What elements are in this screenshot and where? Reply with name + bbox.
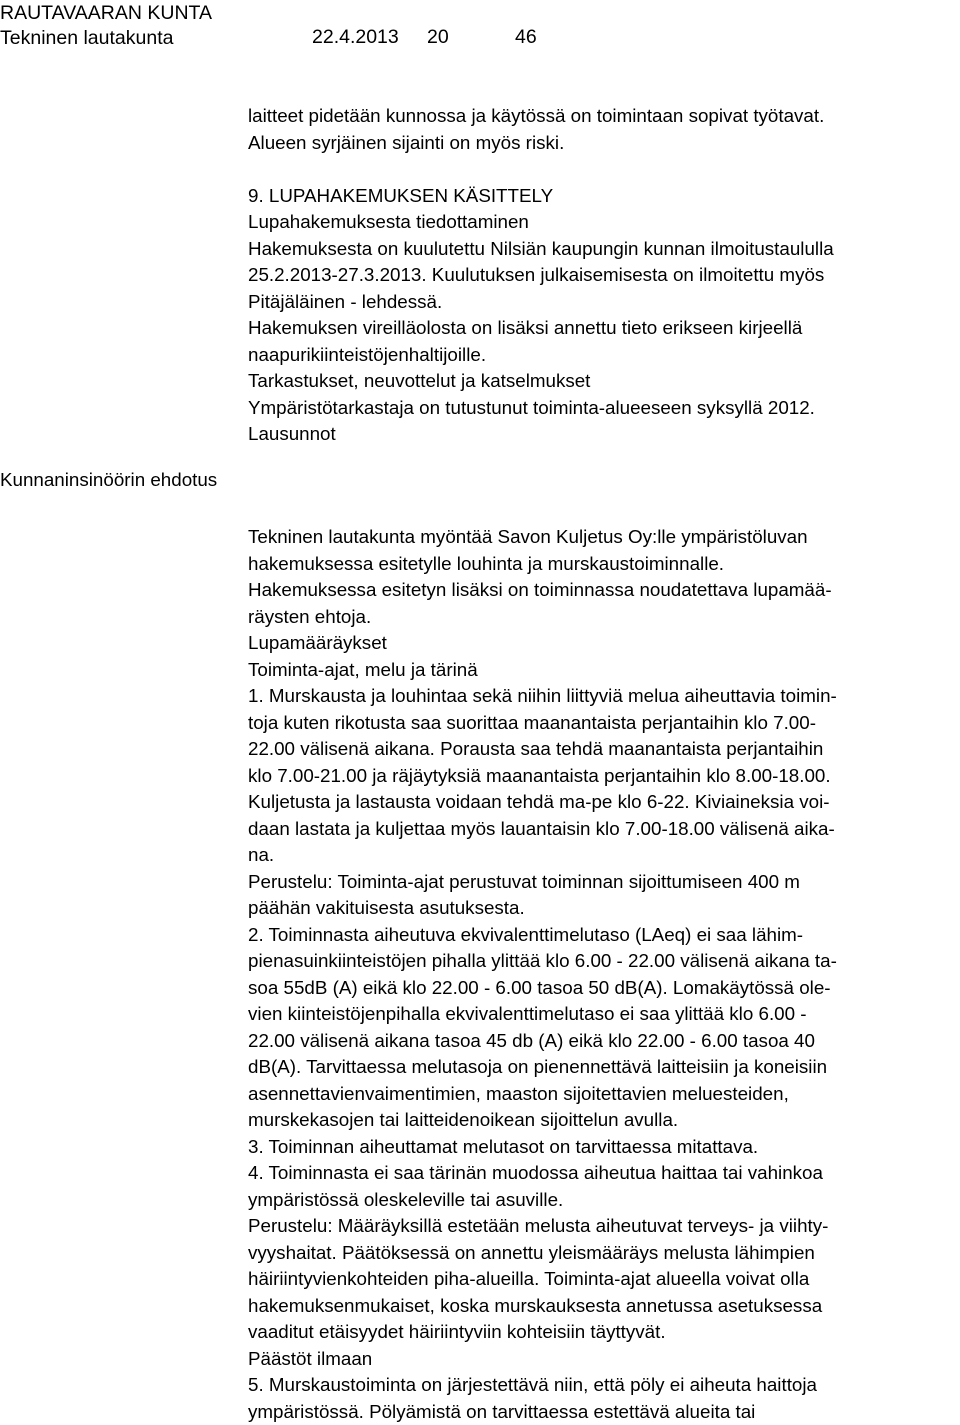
text-line: 2. Toiminnasta aiheutuva ekvivalenttimelutaso (LAeq) ei saa lähim- <box>248 922 960 949</box>
text-line: vien kiinteistöjenpihalla ekvivalenttimelutaso ei saa ylittää klo 6.00 - <box>248 1001 960 1028</box>
text-line: hakemuksenmukaiset, koska murskauksesta annetussa asetuksessa <box>248 1293 960 1320</box>
page-number: 46 <box>515 25 537 50</box>
page-header <box>0 1 212 51</box>
text-line: Päästöt ilmaan <box>248 1346 960 1373</box>
proposal-label: Kunnaninsinöörin ehdotus <box>0 467 217 494</box>
text-line: 25.2.2013-27.3.2013. Kuulutuksen julkaisemisesta on ilmoitettu myös <box>248 262 960 289</box>
text-line: dB(A). Tarvittaessa melutasoja on pienennettävä laitteisiin ja koneisiin <box>248 1054 960 1081</box>
text-line: 22.00 välisenä aikana. Porausta saa tehdä maanantaista perjantaihin <box>248 736 960 763</box>
text-line: vaaditut etäisyydet häiriintyviin kohteisiin täyttyvät. <box>248 1319 960 1346</box>
text-line: hakemuksessa esitetylle louhinta ja murskaustoiminnalle. <box>248 551 960 578</box>
text-line: ympäristössä oleskeleville tai asuville. <box>248 1187 960 1214</box>
text-line: naapurikiinteistöjenhaltijoille. <box>248 342 960 369</box>
text-line: Toiminta-ajat, melu ja tärinä <box>248 657 960 684</box>
text-line: 4. Toiminnasta ei saa tärinän muodossa aiheutua haittaa tai vahinkoa <box>248 1160 960 1187</box>
committee-name: Tekninen lautakunta <box>0 26 212 51</box>
text-line: päähän vakituisesta asutuksesta. <box>248 895 960 922</box>
text-line: Perustelu: Määräyksillä estetään melusta aiheutuvat terveys- ja viihty- <box>248 1213 960 1240</box>
text-line: Hakemuksesta on kuulutettu Nilsiän kaupungin kunnan ilmoitustaululla <box>248 236 960 263</box>
text-line: murskekasojen tai laitteidenoikean sijoittelun avulla. <box>248 1107 960 1134</box>
text-line: 22.00 välisenä aikana tasoa 45 db (A) eikä klo 22.00 - 6.00 tasoa 40 <box>248 1028 960 1055</box>
text-line: räysten ehtoja. <box>248 604 960 631</box>
text-line: Perustelu: Toiminta-ajat perustuvat toiminnan sijoittumiseen 400 m <box>248 869 960 896</box>
text-line: Alueen syrjäinen sijainti on myös riski. <box>248 130 960 157</box>
text-line: häiriintyvienkohteiden piha-alueilla. Toiminta-ajat alueella voivat olla <box>248 1266 960 1293</box>
text-line: Lausunnot <box>248 421 960 448</box>
organization-name: RAUTAVAARAN KUNTA <box>0 1 212 26</box>
text-line: vyyshaitat. Päätöksessä on annettu yleismääräys melusta lähimpien <box>248 1240 960 1267</box>
text-line: Hakemuksen vireilläolosta on lisäksi annettu tieto erikseen kirjeellä <box>248 315 960 342</box>
text-line: Lupamääräykset <box>248 630 960 657</box>
text-line: Lupahakemuksesta tiedottaminen <box>248 209 960 236</box>
text-line: 5. Murskaustoiminta on järjestettävä niin, että pöly ei aiheuta haittoja <box>248 1372 960 1399</box>
body-text-proposal <box>248 524 960 1425</box>
text-line: 3. Toiminnan aiheuttamat melutasot on tarvittaessa mitattava. <box>248 1134 960 1161</box>
text-line: Tekninen lautakunta myöntää Savon Kuljetus Oy:lle ympäristöluvan <box>248 524 960 551</box>
text-line: pienasuinkiinteistöjen pihalla ylittää klo 6.00 - 22.00 välisenä aikana ta- <box>248 948 960 975</box>
text-line: ympäristössä. Pölyämistä on tarvittaessa estettävä alueita tai <box>248 1399 960 1425</box>
text-line: Tarkastukset, neuvottelut ja katselmukset <box>248 368 960 395</box>
text-line: 1. Murskausta ja louhintaa sekä niihin liittyviä melua aiheuttavia toimin- <box>248 683 960 710</box>
text-line: daan lastata ja kuljettaa myös lauantaisin klo 7.00-18.00 välisenä aika- <box>248 816 960 843</box>
text-line: Hakemuksessa esitetyn lisäksi on toiminnassa noudatettava lupamää- <box>248 577 960 604</box>
text-line: asennettavienvaimentimien, maaston sijoitettavien meluesteiden, <box>248 1081 960 1108</box>
text-line: na. <box>248 842 960 869</box>
text-line: soa 55dB (A) eikä klo 22.00 - 6.00 tasoa 50 dB(A). Lomakäytössä ole- <box>248 975 960 1002</box>
meeting-date: 22.4.2013 <box>312 25 399 50</box>
text-line: Kuljetusta ja lastausta voidaan tehdä ma-pe klo 6-22. Kiviaineksia voi- <box>248 789 960 816</box>
text-line: klo 7.00-21.00 ja räjäytyksiä maanantaista perjantaihin klo 8.00-18.00. <box>248 763 960 790</box>
text-line <box>248 156 960 183</box>
text-line: Ympäristötarkastaja on tutustunut toiminta-alueeseen syksyllä 2012. <box>248 395 960 422</box>
text-line: laitteet pidetään kunnossa ja käytössä on toimintaan sopivat työtavat. <box>248 103 960 130</box>
body-text-upper <box>248 103 960 448</box>
text-line: Pitäjäläinen - lehdessä. <box>248 289 960 316</box>
section-number: 20 <box>427 25 449 50</box>
text-line: 9. LUPAHAKEMUKSEN KÄSITTELY <box>248 183 960 210</box>
text-line: toja kuten rikotusta saa suorittaa maanantaista perjantaihin klo 7.00- <box>248 710 960 737</box>
